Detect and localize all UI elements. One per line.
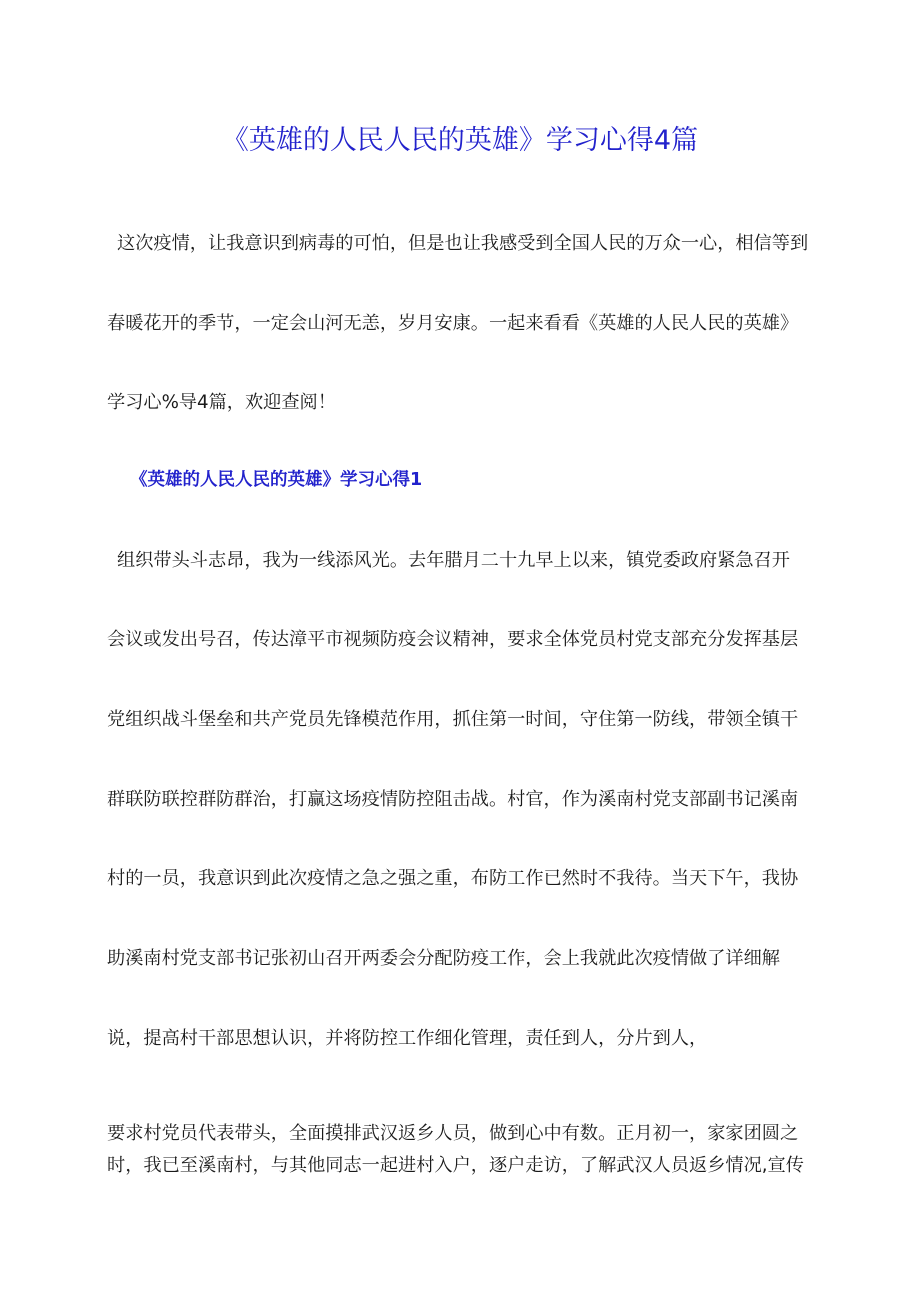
body-line-7: 说，提高村干部思想认识，并将防控工作细化管理，责任到人，分片到人，: [107, 1028, 708, 1049]
body-line-1: 组织带头斗志昂，我为一线添风光。去年腊月二十九早上以来，镇党委政府紧急召开: [117, 550, 790, 571]
section-heading: 《英雄的人民人民的英雄》学习心得1: [130, 470, 423, 490]
body-line-4: 群联防联控群防群治，打赢这场疫情防控阻击战。村官，作为溪南村党支部副书记溪南: [107, 789, 799, 810]
body-line-6: 助溪南村党支部书记张初山召开两委会分配防疫工作，会上我就此次疫情做了详细解: [107, 948, 780, 969]
intro-line-2: 春暖花开的季节，一定会山河无恙，岁月安康。一起来看看《英雄的人民人民的英雄》: [107, 313, 799, 334]
intro-line-3: 学习心%导4篇，欢迎查阅！: [107, 392, 336, 413]
body-line-3: 党组织战斗堡垒和共产党员先锋模范作用，抓住第一时间，守住第一防线，带领全镇干: [107, 709, 799, 730]
body-line-8: 要求村党员代表带头，全面摸排武汉返乡人员，做到心中有数。正月初一，家家团圆之: [107, 1123, 799, 1144]
document-title: 《英雄的人民人民的英雄》学习心得4篇: [221, 125, 699, 156]
intro-line-1: 这次疫情，让我意识到病毒的可怕，但是也让我感受到全国人民的万众一心，相信等到: [117, 233, 809, 254]
body-line-9: 时，我已至溪南村，与其他同志一起进村入户，逐户走访，了解武汉人员返乡情况,宣传: [107, 1155, 804, 1176]
body-line-5: 村的一员，我意识到此次疫情之急之强之重，布防工作已然时不我待。当天下午，我协: [107, 868, 799, 889]
body-line-2: 会议或发出号召，传达漳平市视频防疫会议精神，要求全体党员村党支部充分发挥基层: [107, 629, 799, 650]
